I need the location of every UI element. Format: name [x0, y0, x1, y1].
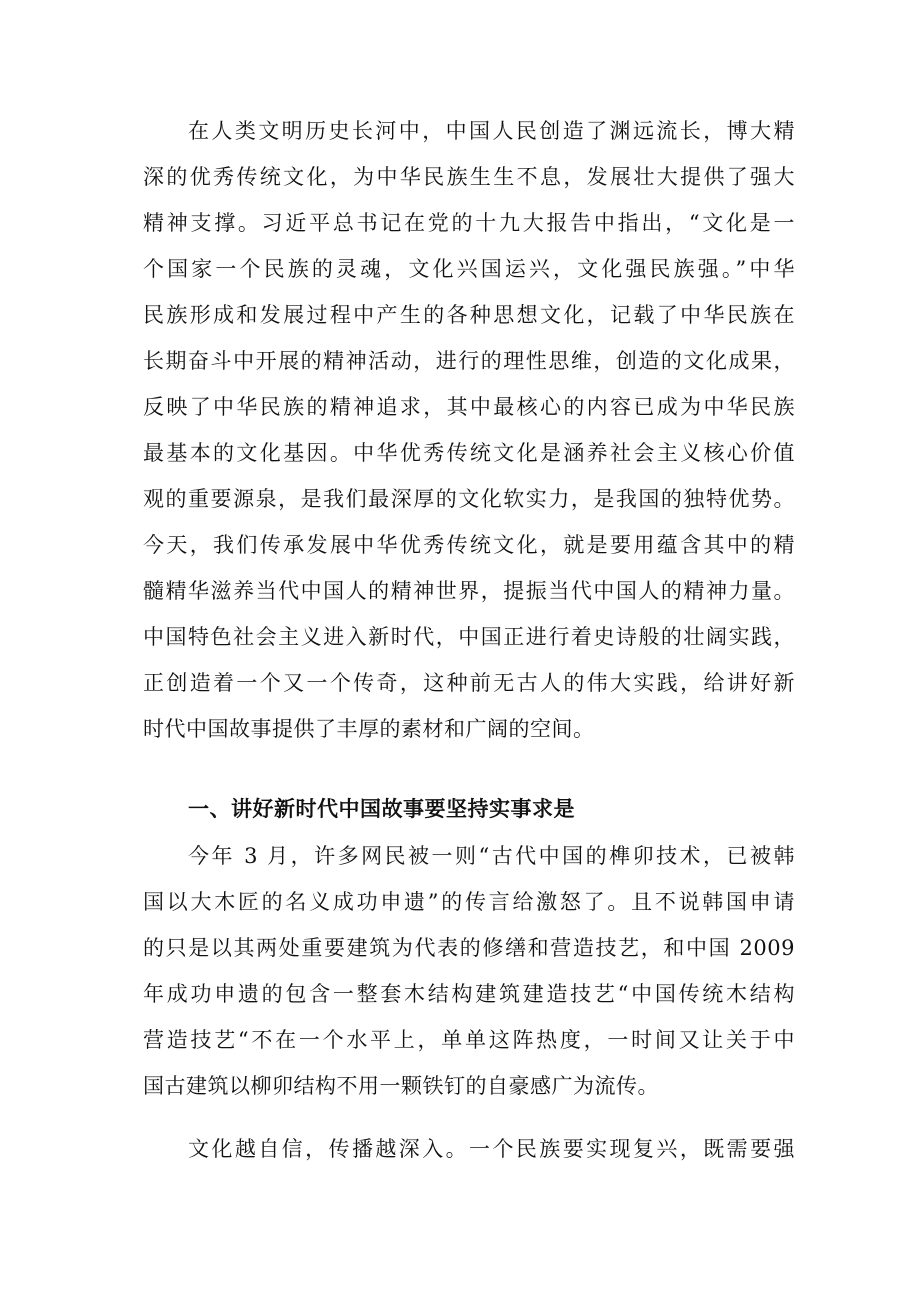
text-line: 正创造着一个又一个传奇，这种前无古人的伟大实践，给讲好新	[143, 671, 795, 695]
text-line: 中国特色社会主义进入新时代，中国正进行着史诗般的壮阔实践，	[143, 625, 795, 649]
text-line: 时代中国故事提供了丰厚的素材和广阔的空间。	[143, 717, 595, 741]
text-line: 个国家一个民族的灵魂，文化兴国运兴，文化强民族强。”中华	[143, 257, 795, 281]
text-line: 精神支撑。习近平总书记在党的十九大报告中指出，“文化是一	[143, 211, 795, 235]
text-line: 年成功申遗的包含一整套木结构建筑建造技艺“中国传统木结构	[143, 982, 795, 1006]
text-line: 文化越自信，传播越深入。一个民族要实现复兴，既需要强	[188, 1137, 795, 1161]
paragraph-sunmao	[143, 833, 795, 1109]
paragraph-intro	[143, 108, 795, 752]
text-line: 民族形成和发展过程中产生的各种思想文化，记载了中华民族在	[143, 303, 795, 327]
heading-text: 一、讲好新时代中国故事要坚持实事求是	[188, 797, 575, 821]
text-line: 国古建筑以柳卯结构不用一颗铁钉的自豪感广为流传。	[143, 1074, 659, 1098]
paragraph-confidence	[143, 1126, 795, 1172]
section-heading	[143, 786, 795, 832]
text-line: 最基本的文化基因。中华优秀传统文化是涵养社会主义核心价值	[143, 441, 795, 465]
text-line: 今天，我们传承发展中华优秀传统文化，就是要用蕴含其中的精	[143, 533, 795, 557]
text-line: 在人类文明历史长河中，中国人民创造了渊远流长，博大精	[188, 119, 795, 143]
text-line: 营造技艺“不在一个水平上，单单这阵热度，一时间又让关于中	[143, 1028, 795, 1052]
text-line: 的只是以其两处重要建筑为代表的修缮和营造技艺，和中国 2009	[143, 936, 795, 960]
text-line: 今年 3 月，许多网民被一则“古代中国的榫卯技术，已被韩	[188, 844, 795, 868]
text-line: 反映了中华民族的精神追求，其中最核心的内容已成为中华民族	[143, 395, 795, 419]
text-line: 髓精华滋养当代中国人的精神世界，提振当代中国人的精神力量。	[143, 579, 795, 603]
text-line: 深的优秀传统文化，为中华民族生生不息，发展壮大提供了强大	[143, 165, 795, 189]
text-line: 长期奋斗中开展的精神活动，进行的理性思维，创造的文化成果，	[143, 349, 795, 373]
text-line: 观的重要源泉，是我们最深厚的文化软实力，是我国的独特优势。	[143, 487, 795, 511]
text-line: 国以大木匠的名义成功申遗”的传言给激怒了。且不说韩国申请	[143, 890, 795, 914]
